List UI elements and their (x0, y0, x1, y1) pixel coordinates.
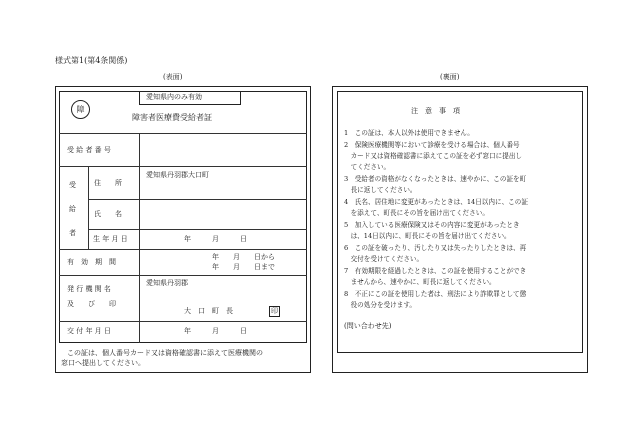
row-divider (88, 229, 307, 230)
note-line: 6 この証を破ったり、汚したり又は失ったりしたときは、再 (344, 244, 527, 252)
note-line: 8 不正にこの証を使用した者は、刑法により詐欺罪として懲 (344, 290, 527, 298)
issuer-label: 発 行 機 関 名 (67, 285, 111, 293)
note-line: 7 有効期限を経過したときは、この証を使用することができ (344, 267, 527, 275)
recipient-number-label: 受 給 者 番 号 (67, 146, 111, 154)
issue-date-label: 交 付 年 月 日 (67, 327, 111, 335)
official-seal: 印 (271, 307, 278, 315)
issuer-name: 愛知県丹羽郡 (146, 279, 188, 287)
note-line: カード又は資格確認書に添えてこの証を必ず窓口に提出し (344, 152, 523, 160)
row-divider (59, 166, 307, 167)
front-side-label: (表面) (163, 73, 183, 81)
note-line: 5 加入している医療保険又はその内容に変更があったとき (344, 221, 520, 229)
valid-to: 年 月 日まで (212, 263, 275, 271)
note-line: 長に返してください。 (344, 186, 417, 194)
note-line: てください。 (344, 163, 391, 171)
recipient-label-char: 受 (69, 181, 76, 189)
issuer-seal-label: 及 び 印 (67, 300, 116, 308)
column-divider (139, 133, 140, 343)
row-divider (88, 199, 307, 200)
back-side-label: (裏面) (440, 73, 460, 81)
address-label: 住 所 (94, 179, 122, 187)
note-line: 交付を受けてください。 (344, 255, 424, 263)
note-line: 2 保険医療機関等において診療を受ける場合は、個人番号 (344, 141, 520, 149)
note-line: ませんから、速やかに、町長に返してください。 (344, 278, 496, 286)
note-line: 役の処分を受けます。 (344, 301, 417, 309)
valid-period-label: 有 効 期 間 (67, 258, 116, 266)
note-line: 4 氏名、居住地に変更があったときは、14日以内に、この証 (344, 198, 528, 206)
note-line: 1 この証は、本人以外は使用できません。 (344, 129, 474, 137)
notes-heading: 注 意 事 項 (411, 107, 460, 115)
footer-note-line1: この証は、個人番号カード又は資格確認書に添えて医療機関の (67, 349, 263, 357)
disability-badge: 障 (71, 100, 90, 119)
row-divider (59, 275, 307, 276)
row-divider (59, 133, 307, 134)
note-line: は、14日以内に、町長にその旨を届け出てください。 (344, 232, 511, 240)
contact-label: (問い合わせ先) (344, 322, 392, 330)
mayor-title: 大 口 町 長 (184, 307, 233, 315)
birthdate-value: 年 月 日 (184, 235, 247, 243)
name-label: 氏 名 (94, 210, 122, 218)
row-divider (59, 249, 307, 250)
footer-note-line2: 窓口へ提出してください。 (61, 359, 145, 367)
column-divider (88, 166, 89, 249)
recipient-label-char: 者 (69, 229, 76, 237)
valid-from: 年 月 日から (212, 253, 275, 261)
issue-date-value: 年 月 日 (184, 327, 247, 335)
address-value: 愛知県丹羽郡大口町 (146, 171, 209, 179)
note-line: 3 受給者の資格がなくなったときは、速やかに、この証を町 (344, 175, 527, 183)
form-label: 様式第1(第4条関係) (55, 56, 128, 65)
row-divider (59, 321, 307, 322)
note-line: を添えて、町長にその旨を届け出てください。 (344, 209, 489, 217)
recipient-label-char: 給 (69, 205, 76, 213)
card-title: 障害者医療費受給者証 (132, 113, 212, 122)
validity-area: 愛知県内のみ有効 (146, 93, 202, 101)
birthdate-label: 生 年 月 日 (93, 235, 128, 243)
